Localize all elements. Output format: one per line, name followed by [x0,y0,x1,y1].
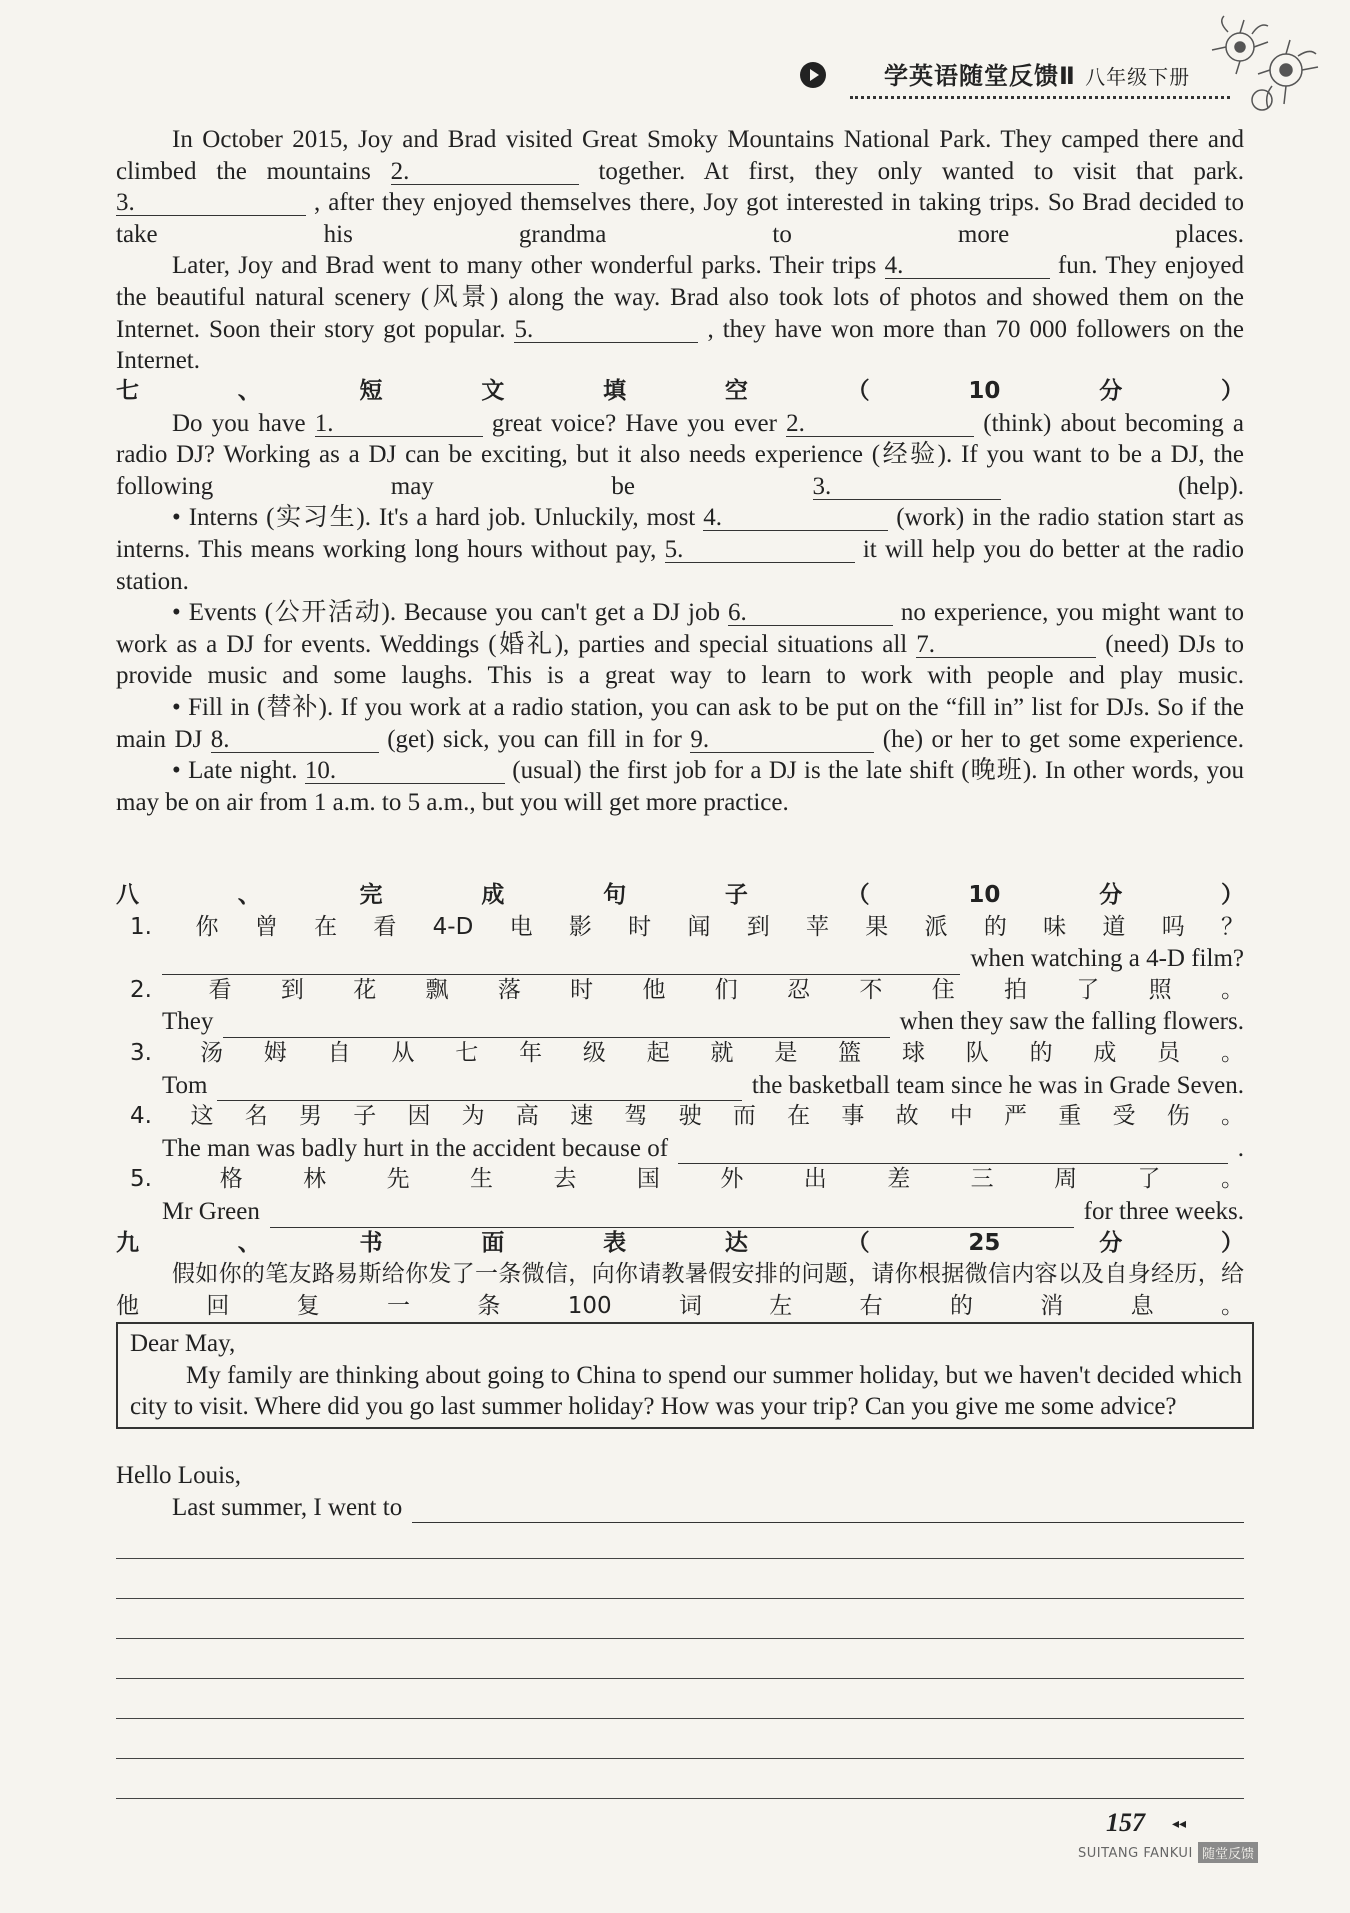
writing-line-4[interactable] [116,1638,1244,1639]
flower-decoration-icon [1198,12,1328,122]
sentence-5-head: Mr Green [162,1197,260,1225]
blank-7-2[interactable]: 2. [786,412,974,437]
writing-line-8[interactable] [116,1798,1244,1799]
reply-greeting: Hello Louis, [116,1462,241,1489]
sentence-1-chinese: 1. 你曾在看4-D电影时闻到苹果派的味道吗？ [130,913,1244,940]
section-nine-heading: 九、书面表达（25分） [116,1229,1244,1256]
writing-line-5[interactable] [116,1678,1244,1679]
section-nine-instructions: 假如你的笔友路易斯给你发了一条微信，向你请教暑假安排的问题，请你根据微信内容以及自身经历，给他回复一条100词左右的消息。 [116,1261,1244,1319]
sentence-3-tail: the basketball team since he was in Grade Seven. [751,1071,1244,1099]
sentence-1-answer-line[interactable] [162,950,960,975]
writing-line-3[interactable] [116,1598,1244,1599]
sentence-4-row [116,1133,1244,1165]
sentence-4-answer-line[interactable] [678,1139,1228,1164]
header-dotted-rule [850,96,1230,99]
blank-7-3[interactable]: 3. [813,475,1001,500]
sentence-5-tail: for three weeks. [1083,1197,1244,1225]
writing-line-6[interactable] [116,1718,1244,1719]
section-seven-paragraph-5: • Late night. 10. (usual) the first job for a DJ is the late shift (晚班). In other words, you may be on air from 1 a.m. to 5 a.m., but you will get more practice. [116,757,1244,816]
blank-2[interactable]: 2. [391,160,579,185]
sentence-5-row [116,1196,1244,1228]
passage-six-paragraph-2: Later, Joy and Brad went to many other wonderful parks. Their trips 4. fun. They enjoyed the beautiful natural scenery (风景) along the way. Brad also took lots of photos and showed them on the Internet. Soon their story got popular. 5. , they have won more than 70 000 followers on the Internet. [116,252,1244,375]
blank-7-9[interactable]: 9. [690,728,874,753]
blank-4[interactable]: 4. [885,254,1050,279]
double-arrow-left-icon: ◂◂ [1172,1817,1187,1832]
sentence-3-head: Tom [162,1071,208,1099]
blank-5[interactable]: 5. [514,318,698,343]
sentence-1-row [116,943,1244,975]
reply-answer-line-1[interactable] [412,1498,1244,1523]
writing-line-7[interactable] [116,1758,1244,1759]
passage-six-paragraph-1: In October 2015, Joy and Brad visited Great Smoky Mountains National Park. They camped there and climbed the mountains 2. together. At first, they only wanted to visit that park. 3. , after they enjoyed themselves there, Joy got interested in taking trips. So Brad decided to take his grandma to more places. [116,126,1244,248]
sentence-5-answer-line[interactable] [270,1203,1074,1228]
blank-3[interactable]: 3. [116,191,306,216]
blank-7-7[interactable]: 7. [916,633,1096,658]
section-seven-paragraph-3: • Events (公开活动). Because you can't get a DJ job 6. no experience, you might want to work as a DJ for events. Weddings (婚礼), parties and special situations all 7. (need) DJs to provide music and some laughs. This is a great way to learn to work with people and play music. [116,599,1244,690]
sentence-2-head: They [162,1008,214,1036]
blank-7-5[interactable]: 5. [665,538,855,563]
book-title: 学英语随堂反馈Ⅱ [884,62,1076,90]
reply-start: Last summer, I went to [172,1493,403,1521]
section-eight-heading: 八、完成句子（10分） [116,882,1244,908]
footer-brand-english: SUITANG FANKUI [1078,1846,1193,1861]
passage-six [116,124,1244,377]
sentence-2-row [116,1006,1244,1038]
section-seven-paragraph-4: • Fill in (替补). If you work at a radio station, you can ask to be put on the “fill in” list for DJs. So if the main DJ 8. (get) sick, you can fill in for 9. (he) or her to get some experience. [116,693,1244,753]
sentence-2-chinese: 2. 看到花飘落时他们忍不住拍了照。 [130,976,1244,1003]
section-seven-paragraph-1: Do you have 1. great voice? Have you ever 2. (think) about becoming a radio DJ? Working as a DJ can be exciting, but it also needs experience (经验). If you want to be a DJ, the following may be 3. (help). [116,409,1245,500]
header-title [884,56,1190,91]
sentence-1-tail: when watching a 4-D film? [970,945,1244,973]
sentence-4-tail: . [1237,1134,1244,1162]
section-seven-paragraph-2: • Interns (实习生). It's a hard job. Unluckily, most 4. (work) in the radio station start as interns. This means working long hours without pay, 5. it will help you do better at the radio station. [116,504,1244,595]
blank-7-4[interactable]: 4. [703,506,888,531]
blank-7-10[interactable]: 10. [305,759,505,784]
section-eight [116,880,1244,1322]
play-circle-icon [800,62,826,88]
blank-7-8[interactable]: 8. [211,728,379,753]
blank-7-1[interactable]: 1. [315,412,483,437]
blank-7-6[interactable]: 6. [728,601,893,626]
sentence-3-chinese: 3. 汤姆自从七年级起就是篮球队的成员。 [130,1039,1244,1066]
sentence-2-tail: when they saw the falling flowers. [899,1008,1244,1036]
sentence-4-chinese: 4. 这名男子因为高速驾驶而在事故中严重受伤。 [130,1103,1244,1130]
sentence-2-answer-line[interactable] [223,1013,889,1038]
sentence-3-answer-line[interactable] [217,1076,741,1101]
section-seven-heading: 七、短文填空（10分） [116,378,1244,404]
sentence-3-row [116,1070,1244,1102]
section-seven [116,376,1244,818]
book-subtitle: 八年级下册 [1085,65,1191,89]
sentence-5-chinese: 5. 格林先生去国外出差三周了。 [130,1166,1244,1193]
sentence-4-head: The man was badly hurt in the accident because of [162,1134,669,1162]
writing-line-2[interactable] [116,1558,1244,1559]
letter-greeting: Dear May, [130,1330,236,1357]
reply-first-line [116,1492,1244,1524]
wechat-message-box [116,1322,1254,1429]
footer-brand-chinese: 随堂反馈 [1198,1842,1258,1863]
reply-section [116,1460,1244,1523]
letter-body: My family are thinking about going to China to spend our summer holiday, but we haven't decided which city to visit. Where did you go last summer holiday? How was your trip? Can you give me some advice? [130,1361,1242,1421]
page-number: 157 [1106,1808,1145,1837]
